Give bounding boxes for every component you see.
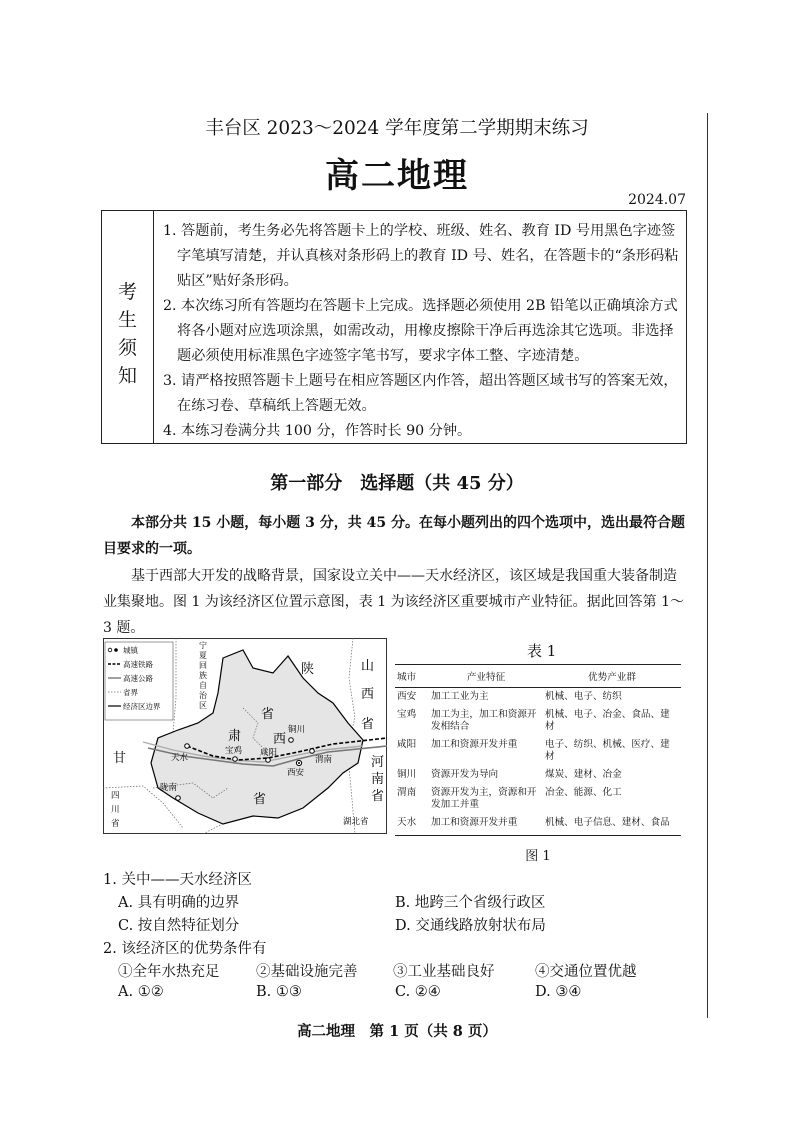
map-label-sichuan: 省	[111, 818, 120, 828]
question-2-condition: ②基础设施完善	[256, 964, 358, 980]
question-2-condition: ①全年水热充足	[118, 964, 220, 980]
question-1-option-a: A. 具有明确的边界	[118, 895, 240, 911]
table-row	[395, 766, 681, 784]
table-header: 城市	[395, 665, 429, 688]
notice-body	[163, 219, 683, 444]
notice-item: 3. 请严格按照答题卡上题号在相应答题区内作答，超出答题区域书写的答案无效，在练习卷、草稿纸上答题无效。	[163, 373, 678, 414]
question-1-stem: 1. 关中——天水经济区	[103, 872, 252, 888]
question-1-option-c: C. 按自然特征划分	[118, 918, 240, 934]
table-cell: 煤炭、建材、冶金	[545, 769, 622, 780]
map-label-henan: 南	[371, 771, 385, 786]
table-cell: 机械、电子、纺织	[545, 691, 622, 702]
table-cell: 资源开发为导向	[431, 769, 499, 780]
map-label-henan: 河	[371, 754, 385, 769]
table-cell: 加工为主，加工和资源开发相结合	[431, 709, 537, 732]
map-label-ningxia: 回	[199, 661, 207, 670]
industry-table	[395, 664, 681, 836]
legend-label: 城镇	[123, 646, 138, 655]
map-legend	[105, 642, 173, 720]
map-label-tongchuan: 铜川	[288, 724, 306, 734]
legend-label: 经济区边界	[123, 702, 161, 711]
map-label-tianshui: 天水	[171, 752, 189, 762]
table-row	[395, 736, 681, 766]
notice-label-char: 知	[117, 365, 137, 387]
page-footer: 高二地理 第 1 页（共 8 页）	[297, 1023, 497, 1040]
map-label-henan: 省	[371, 788, 385, 803]
figure-caption: 图 1	[525, 849, 551, 864]
table-header: 优势产业群	[543, 665, 681, 688]
table-cell: 天水	[395, 814, 429, 836]
exam-title: 丰台区 2023～2024 学年度第二学期期末练习	[205, 118, 589, 139]
question-2-option-b: B. ①③	[256, 984, 302, 1000]
map-label-gan-sheng: 省	[253, 791, 267, 806]
table-cell: 冶金、能源、化工	[545, 787, 622, 798]
table-cell: 加工和资源开发并重	[431, 739, 518, 750]
notice-label-char: 考	[117, 281, 137, 303]
exam-date: 2024.07	[628, 192, 686, 208]
question-1-option-d: D. 交通线路放射状布局	[395, 918, 546, 934]
map-label-sichuan: 川	[111, 804, 120, 814]
table-cell: 电子、纺织、机械、医疗、建材	[545, 739, 670, 762]
question-2-condition: ④交通位置优越	[535, 964, 637, 980]
question-2-condition: ③工业基础良好	[393, 964, 495, 980]
map-label-weinan: 渭南	[315, 754, 333, 764]
table-cell: 加工工业为主	[431, 691, 489, 702]
question-2-option-a: A. ①②	[118, 984, 164, 1000]
table-row	[395, 706, 681, 736]
table-row	[395, 814, 681, 836]
notice-label-char: 生	[117, 309, 137, 331]
legend-label: 高速公路	[123, 674, 153, 683]
map-label-shanxi: 西	[361, 686, 375, 701]
section-title: 第一部分 选择题（共 45 分）	[270, 473, 524, 494]
map-label-gan: 甘	[113, 750, 127, 765]
map-label-shaanxi-sheng: 省	[261, 706, 275, 721]
notice-item: 4. 本练习卷满分共 100 分，作答时长 90 分钟。	[163, 423, 472, 439]
table-title: 表 1	[527, 642, 557, 660]
map-label-gansu: 肃	[228, 728, 242, 743]
table-cell: 咸阳	[397, 739, 417, 750]
table-row	[395, 688, 681, 707]
question-2-option-d: D. ③④	[535, 984, 582, 1000]
page-margin-line	[707, 113, 708, 1018]
map-label-shanxi: 山	[361, 658, 375, 673]
table-cell: 宝鸡	[397, 709, 417, 720]
table-cell: 资源开发为主，资源和开发加工并重	[431, 787, 537, 810]
map-label-ningxia: 区	[199, 701, 207, 710]
map-label-shaanxi: 陕	[301, 661, 315, 676]
table-row	[395, 784, 681, 814]
table-cell: 加工和资源开发并重	[429, 814, 543, 836]
question-1-option-b: B. 地跨三个省级行政区	[395, 895, 546, 911]
table-cell: 机械、电子信息、建材、食品	[543, 814, 681, 836]
map-label-ningxia: 族	[199, 671, 207, 680]
map-label-xianyang: 咸阳	[260, 747, 278, 757]
table-cell: 铜川	[397, 769, 417, 780]
table-cell: 机械、电子、冶金、食品、建材	[545, 709, 670, 732]
map-label-ningxia: 夏	[199, 651, 207, 660]
map-label-hubei: 湖北省	[343, 816, 369, 826]
table-header-row	[395, 665, 681, 688]
legend-label: 省界	[123, 688, 138, 697]
map-label-ningxia: 宁	[199, 641, 207, 650]
map-label-shanxi: 省	[361, 716, 375, 731]
table-cell: 渭南	[397, 787, 417, 798]
economic-zone-map	[103, 638, 387, 834]
subject-title: 高二地理	[325, 156, 469, 196]
map-label-sichuan: 四	[111, 790, 120, 800]
map-label-longnan: 陇南	[160, 782, 178, 792]
table-header: 产业特征	[429, 665, 543, 688]
notice-item: 1. 答题前，考生务必先将答题卡上的学校、班级、姓名、教育 ID 号用黑色字迹签字笔填写清楚，并认真核对条形码上的教育 ID 号、姓名，在答题卡的“条形码粘贴区”贴好条形码。	[163, 223, 679, 289]
question-2-stem: 2. 该经济区的优势条件有	[103, 941, 267, 957]
map-label-ningxia: 自	[199, 681, 207, 690]
question-context: 基于西部大开发的战略背景，国家设立关中——天水经济区，该区域是我国重大装备制造业集聚地。图 1 为该经济区位置示意图，表 1 为该经济区重要城市产业特征。据此回答第 1～3 题。	[103, 568, 684, 636]
map-label-xian: 西安	[287, 767, 305, 777]
question-2-option-c: C. ②④	[395, 984, 441, 1000]
section-instruction: 本部分共 15 小题，每小题 3 分，共 45 分。在每小题列出的四个选项中，选出最符合题目要求的一项。	[103, 515, 685, 557]
notice-label-char: 须	[117, 337, 137, 359]
map-label-shaanxi-xi: 西	[273, 731, 287, 746]
map-label-baoji: 宝鸡	[225, 745, 243, 755]
notice-label	[102, 211, 154, 443]
map-label-ningxia: 治	[199, 691, 207, 700]
candidate-notice-box	[101, 210, 687, 444]
table-cell: 西安	[397, 691, 417, 702]
notice-item: 2. 本次练习所有答题均在答题卡上完成。选择题必须使用 2B 铅笔以正确填涂方式将各小题对应选项涂黑，如需改动，用橡皮擦除干净后再选涂其它选项。非选择题必须使用标准黑色字迹签字笔书写，要求字体工整、字迹清楚。	[163, 298, 678, 364]
legend-label: 高速铁路	[123, 660, 153, 669]
